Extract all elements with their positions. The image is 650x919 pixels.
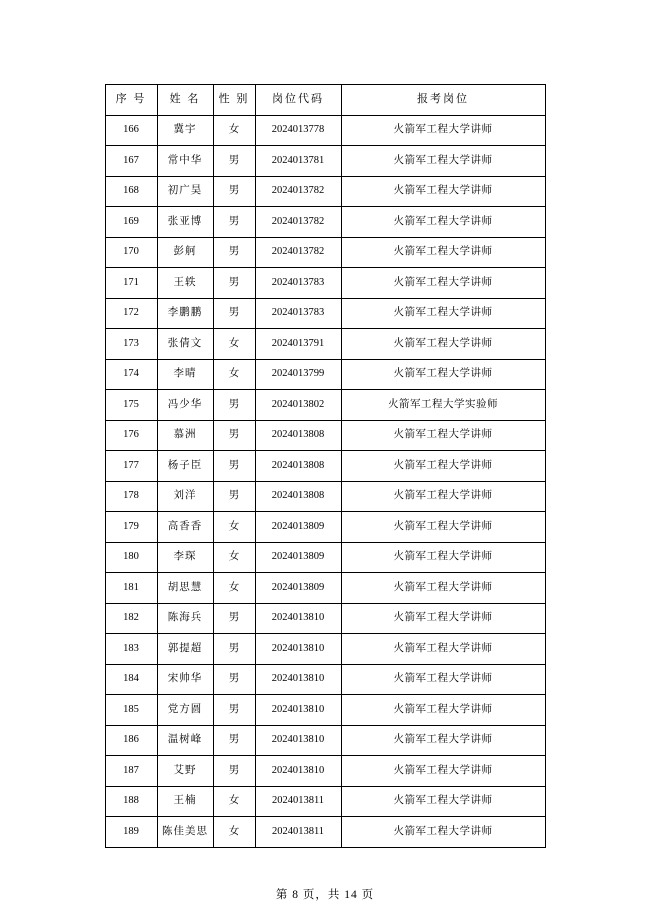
table-header [105, 85, 545, 116]
cell-name: 常中华 [157, 146, 213, 177]
cell-code: 2024013808 [255, 451, 341, 482]
cell-seq: 173 [105, 329, 157, 360]
cell-post: 火箭军工程大学讲师 [341, 359, 545, 390]
table-row [105, 817, 545, 848]
cell-name: 初广昊 [157, 176, 213, 207]
cell-name: 高香香 [157, 512, 213, 543]
cell-gender: 男 [213, 451, 255, 482]
cell-code: 2024013782 [255, 237, 341, 268]
cell-seq: 168 [105, 176, 157, 207]
cell-post: 火箭军工程大学讲师 [341, 481, 545, 512]
cell-seq: 178 [105, 481, 157, 512]
table-row [105, 237, 545, 268]
cell-post: 火箭军工程大学讲师 [341, 268, 545, 299]
cell-code: 2024013810 [255, 634, 341, 665]
cell-post: 火箭军工程大学讲师 [341, 725, 545, 756]
cell-name: 张倩文 [157, 329, 213, 360]
cell-gender: 男 [213, 725, 255, 756]
cell-code: 2024013811 [255, 786, 341, 817]
cell-seq: 184 [105, 664, 157, 695]
cell-post: 火箭军工程大学讲师 [341, 146, 545, 177]
cell-seq: 169 [105, 207, 157, 238]
cell-name: 郭提超 [157, 634, 213, 665]
cell-code: 2024013802 [255, 390, 341, 421]
table-row [105, 451, 545, 482]
cell-gender: 男 [213, 390, 255, 421]
cell-code: 2024013781 [255, 146, 341, 177]
table-row [105, 329, 545, 360]
cell-post: 火箭军工程大学讲师 [341, 298, 545, 329]
table-row [105, 207, 545, 238]
cell-seq: 172 [105, 298, 157, 329]
cell-post: 火箭军工程大学实验师 [341, 390, 545, 421]
cell-seq: 176 [105, 420, 157, 451]
cell-gender: 女 [213, 359, 255, 390]
cell-name: 慕洲 [157, 420, 213, 451]
cell-post: 火箭军工程大学讲师 [341, 756, 545, 787]
cell-name: 王楠 [157, 786, 213, 817]
column-header-post: 报考岗位 [341, 85, 545, 116]
cell-seq: 183 [105, 634, 157, 665]
cell-seq: 180 [105, 542, 157, 573]
column-header-code: 岗位代码 [255, 85, 341, 116]
column-header-name: 姓 名 [157, 85, 213, 116]
cell-seq: 174 [105, 359, 157, 390]
cell-name: 李鹏鹏 [157, 298, 213, 329]
cell-post: 火箭军工程大学讲师 [341, 634, 545, 665]
cell-seq: 166 [105, 115, 157, 146]
cell-code: 2024013782 [255, 176, 341, 207]
cell-code: 2024013810 [255, 756, 341, 787]
cell-seq: 189 [105, 817, 157, 848]
cell-gender: 男 [213, 695, 255, 726]
cell-code: 2024013799 [255, 359, 341, 390]
cell-gender: 女 [213, 573, 255, 604]
cell-post: 火箭军工程大学讲师 [341, 115, 545, 146]
table-row [105, 481, 545, 512]
cell-name: 张亚博 [157, 207, 213, 238]
cell-seq: 181 [105, 573, 157, 604]
table-row [105, 664, 545, 695]
cell-name: 李晴 [157, 359, 213, 390]
cell-post: 火箭军工程大学讲师 [341, 451, 545, 482]
cell-name: 宋帅华 [157, 664, 213, 695]
cell-code: 2024013810 [255, 664, 341, 695]
cell-code: 2024013808 [255, 481, 341, 512]
cell-gender: 女 [213, 786, 255, 817]
cell-gender: 男 [213, 664, 255, 695]
page-footer: 第 8 页，共 14 页 [275, 888, 375, 901]
cell-code: 2024013809 [255, 573, 341, 604]
cell-seq: 167 [105, 146, 157, 177]
cell-seq: 170 [105, 237, 157, 268]
table-row [105, 268, 545, 299]
cell-seq: 179 [105, 512, 157, 543]
cell-seq: 188 [105, 786, 157, 817]
table-header-row [105, 85, 545, 116]
cell-gender: 男 [213, 237, 255, 268]
cell-gender: 女 [213, 512, 255, 543]
table-row [105, 359, 545, 390]
cell-name: 胡思慧 [157, 573, 213, 604]
cell-code: 2024013783 [255, 268, 341, 299]
table-row [105, 756, 545, 787]
cell-code: 2024013778 [255, 115, 341, 146]
table-row [105, 634, 545, 665]
cell-name: 艾野 [157, 756, 213, 787]
table-row [105, 725, 545, 756]
cell-name: 李琛 [157, 542, 213, 573]
cell-seq: 175 [105, 390, 157, 421]
cell-seq: 182 [105, 603, 157, 634]
table-row [105, 115, 545, 146]
table-row [105, 420, 545, 451]
cell-gender: 男 [213, 298, 255, 329]
cell-code: 2024013809 [255, 512, 341, 543]
cell-name: 冀宇 [157, 115, 213, 146]
cell-post: 火箭军工程大学讲师 [341, 329, 545, 360]
cell-name: 彭舸 [157, 237, 213, 268]
cell-name: 刘洋 [157, 481, 213, 512]
cell-post: 火箭军工程大学讲师 [341, 176, 545, 207]
cell-seq: 171 [105, 268, 157, 299]
table-row [105, 176, 545, 207]
cell-name: 陈海兵 [157, 603, 213, 634]
table-row [105, 573, 545, 604]
table-row [105, 390, 545, 421]
cell-gender: 男 [213, 481, 255, 512]
cell-code: 2024013810 [255, 725, 341, 756]
table-row [105, 786, 545, 817]
candidate-roster-table [105, 84, 546, 848]
table-body [105, 115, 545, 847]
cell-post: 火箭军工程大学讲师 [341, 512, 545, 543]
cell-name: 冯少华 [157, 390, 213, 421]
cell-gender: 男 [213, 634, 255, 665]
cell-name: 杨子臣 [157, 451, 213, 482]
table-row [105, 603, 545, 634]
cell-seq: 187 [105, 756, 157, 787]
cell-gender: 男 [213, 176, 255, 207]
cell-seq: 186 [105, 725, 157, 756]
cell-name: 党方圆 [157, 695, 213, 726]
column-header-gender: 性 别 [213, 85, 255, 116]
cell-gender: 男 [213, 207, 255, 238]
cell-seq: 177 [105, 451, 157, 482]
cell-post: 火箭军工程大学讲师 [341, 237, 545, 268]
cell-gender: 女 [213, 542, 255, 573]
cell-code: 2024013791 [255, 329, 341, 360]
cell-post: 火箭军工程大学讲师 [341, 786, 545, 817]
cell-name: 温树峰 [157, 725, 213, 756]
cell-gender: 男 [213, 268, 255, 299]
cell-gender: 男 [213, 146, 255, 177]
cell-post: 火箭军工程大学讲师 [341, 207, 545, 238]
cell-name: 陈佳美思 [157, 817, 213, 848]
cell-post: 火箭军工程大学讲师 [341, 695, 545, 726]
cell-gender: 女 [213, 329, 255, 360]
cell-post: 火箭军工程大学讲师 [341, 603, 545, 634]
cell-gender: 女 [213, 817, 255, 848]
cell-code: 2024013782 [255, 207, 341, 238]
cell-seq: 185 [105, 695, 157, 726]
cell-code: 2024013810 [255, 603, 341, 634]
column-header-seq: 序 号 [105, 85, 157, 116]
cell-code: 2024013811 [255, 817, 341, 848]
cell-code: 2024013783 [255, 298, 341, 329]
cell-post: 火箭军工程大学讲师 [341, 573, 545, 604]
cell-post: 火箭军工程大学讲师 [341, 664, 545, 695]
cell-post: 火箭军工程大学讲师 [341, 542, 545, 573]
cell-name: 王轶 [157, 268, 213, 299]
cell-gender: 男 [213, 603, 255, 634]
cell-post: 火箭军工程大学讲师 [341, 420, 545, 451]
cell-code: 2024013808 [255, 420, 341, 451]
table-row [105, 695, 545, 726]
table-row [105, 542, 545, 573]
cell-gender: 男 [213, 756, 255, 787]
table-row [105, 146, 545, 177]
cell-code: 2024013810 [255, 695, 341, 726]
table-row [105, 298, 545, 329]
cell-post: 火箭军工程大学讲师 [341, 817, 545, 848]
cell-gender: 男 [213, 420, 255, 451]
cell-code: 2024013809 [255, 542, 341, 573]
cell-gender: 女 [213, 115, 255, 146]
table-row [105, 512, 545, 543]
